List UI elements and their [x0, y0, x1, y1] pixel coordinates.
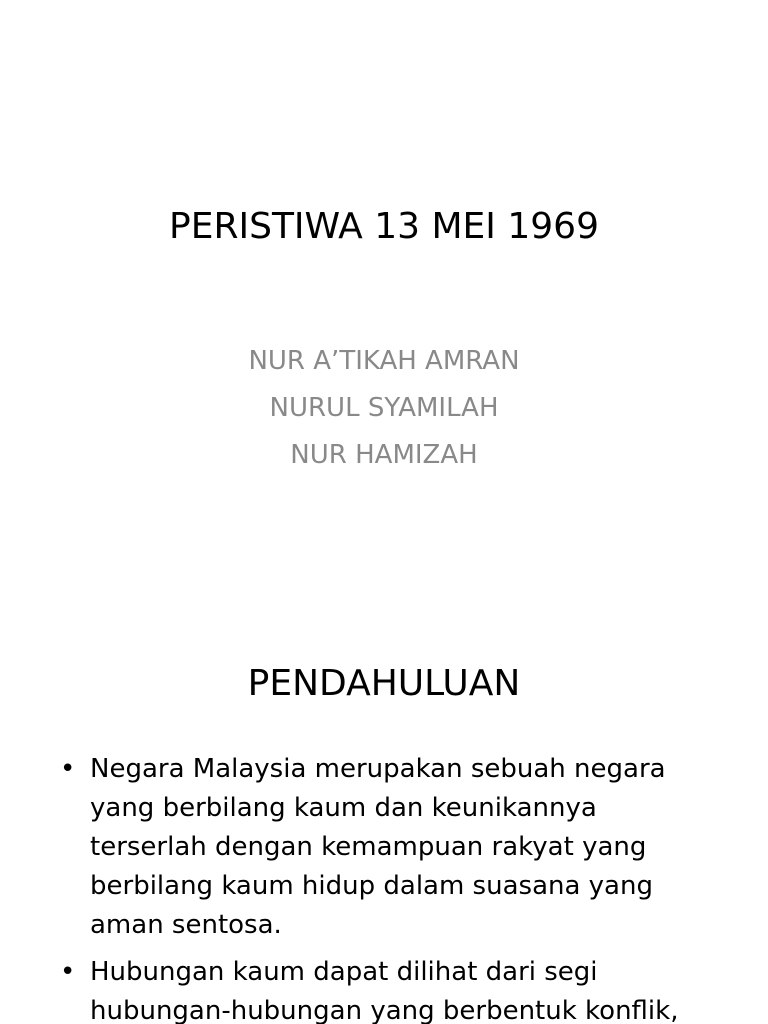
bullet-item	[58, 953, 698, 1024]
bullet-icon: •	[60, 754, 76, 784]
author-name: NUR HAMIZAH	[290, 440, 478, 470]
author-name: NURUL SYAMILAH	[269, 393, 499, 423]
slide-heading: PENDAHULUAN	[247, 663, 521, 704]
bullet-text: Negara Malaysia merupakan sebuah negara yang berbilang kaum dan keunikannya terserlah dengan kemampuan rakyat yang berbilang kaum hidup dalam suasana yang aman sentosa.	[90, 754, 666, 940]
slide-title: PERISTIWA 13 MEI 1969	[169, 206, 599, 247]
bullet-icon: •	[60, 957, 76, 987]
content-slide	[0, 576, 768, 1024]
bullet-list	[58, 750, 698, 1024]
bullet-item	[58, 750, 698, 945]
author-name: NUR A’TIKAH AMRAN	[248, 346, 520, 376]
bullet-text: Hubungan kaum dapat dilihat dari segi hubungan-hubungan yang berbentuk konflik,	[90, 957, 679, 1024]
author-list	[0, 338, 768, 479]
